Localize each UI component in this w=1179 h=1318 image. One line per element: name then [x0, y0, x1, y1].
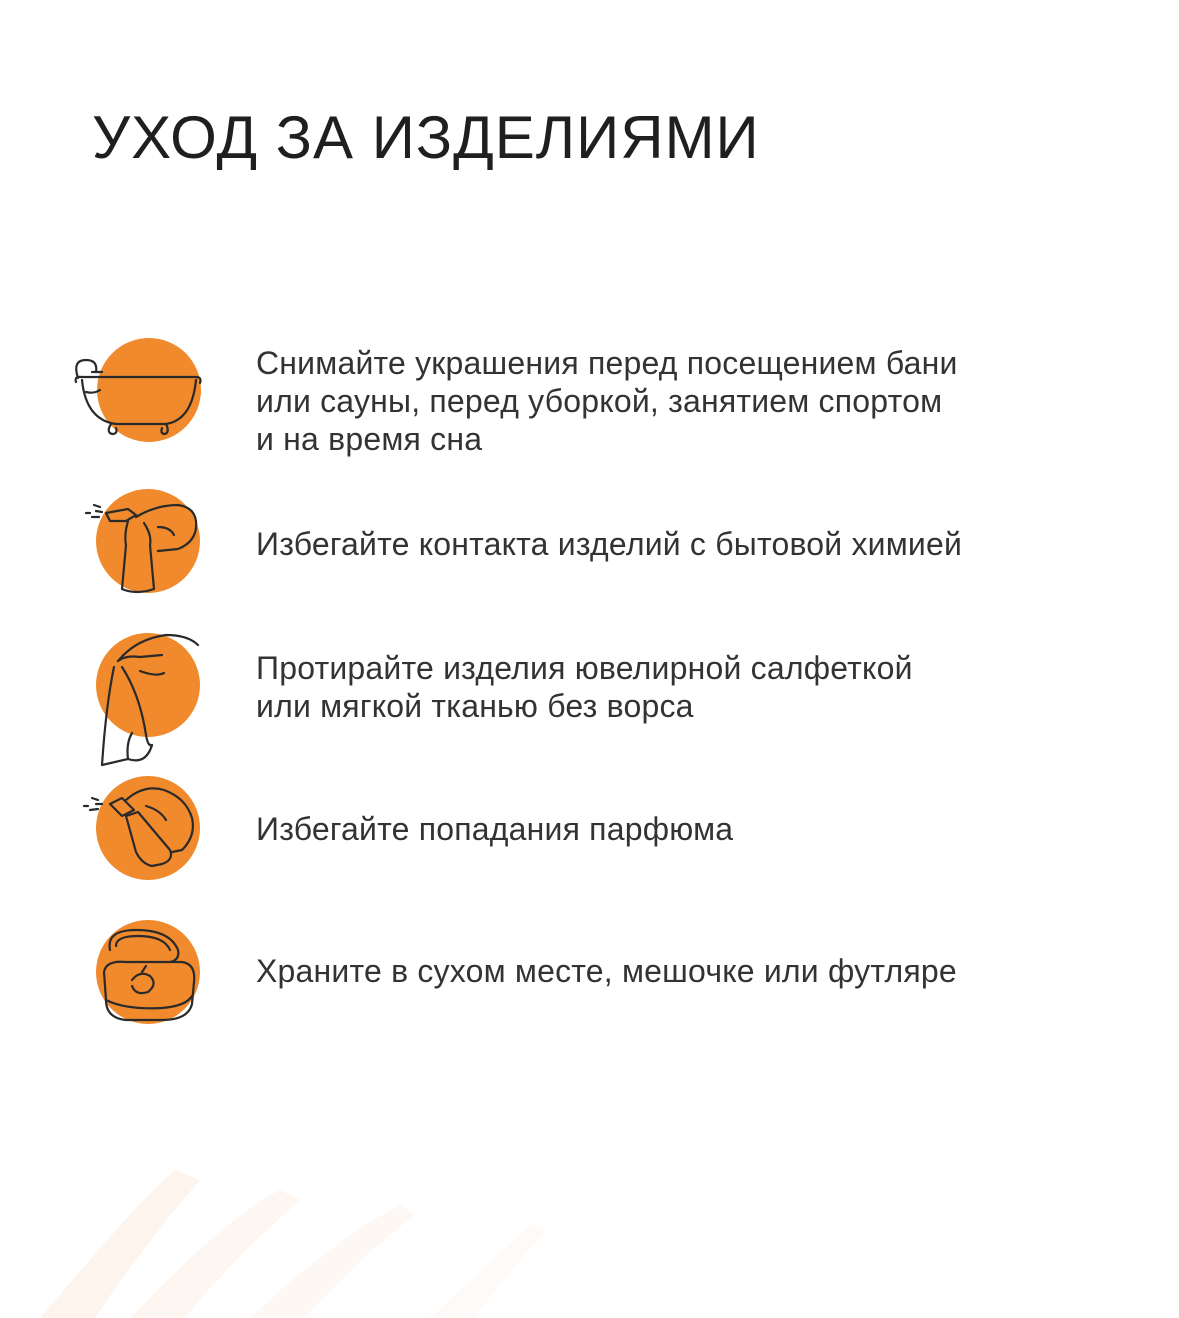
care-text-line: Избегайте попадания парфюма — [256, 811, 734, 847]
care-text-line: и на время сна — [256, 421, 483, 457]
care-text-line: или мягкой тканью без ворса — [256, 688, 694, 724]
care-text-line: Избегайте контакта изделий с бытовой химией — [256, 526, 963, 562]
cloth-wipe-icon — [66, 615, 216, 765]
care-text-bath — [256, 344, 1136, 458]
perfume-spray-icon — [66, 754, 216, 904]
care-text-storage — [256, 952, 1136, 990]
care-text-chemicals — [256, 525, 1136, 563]
care-text-line: или сауны, перед уборкой, занятием спортом — [256, 383, 943, 419]
care-text-line: Протирайте изделия ювелирной салфеткой — [256, 650, 913, 686]
spray-bottle-icon — [66, 465, 216, 615]
care-text-line: Снимайте украшения перед посещением бани — [256, 345, 958, 381]
care-text-line: Храните в сухом месте, мешочке или футляре — [256, 953, 957, 989]
page-title: УХОД ЗА ИЗДЕЛИЯМИ — [92, 104, 760, 171]
care-text-cloth — [256, 649, 1136, 725]
bathtub-icon — [66, 320, 216, 470]
care-text-perfume — [256, 810, 1136, 848]
jewelry-box-icon — [66, 900, 216, 1050]
